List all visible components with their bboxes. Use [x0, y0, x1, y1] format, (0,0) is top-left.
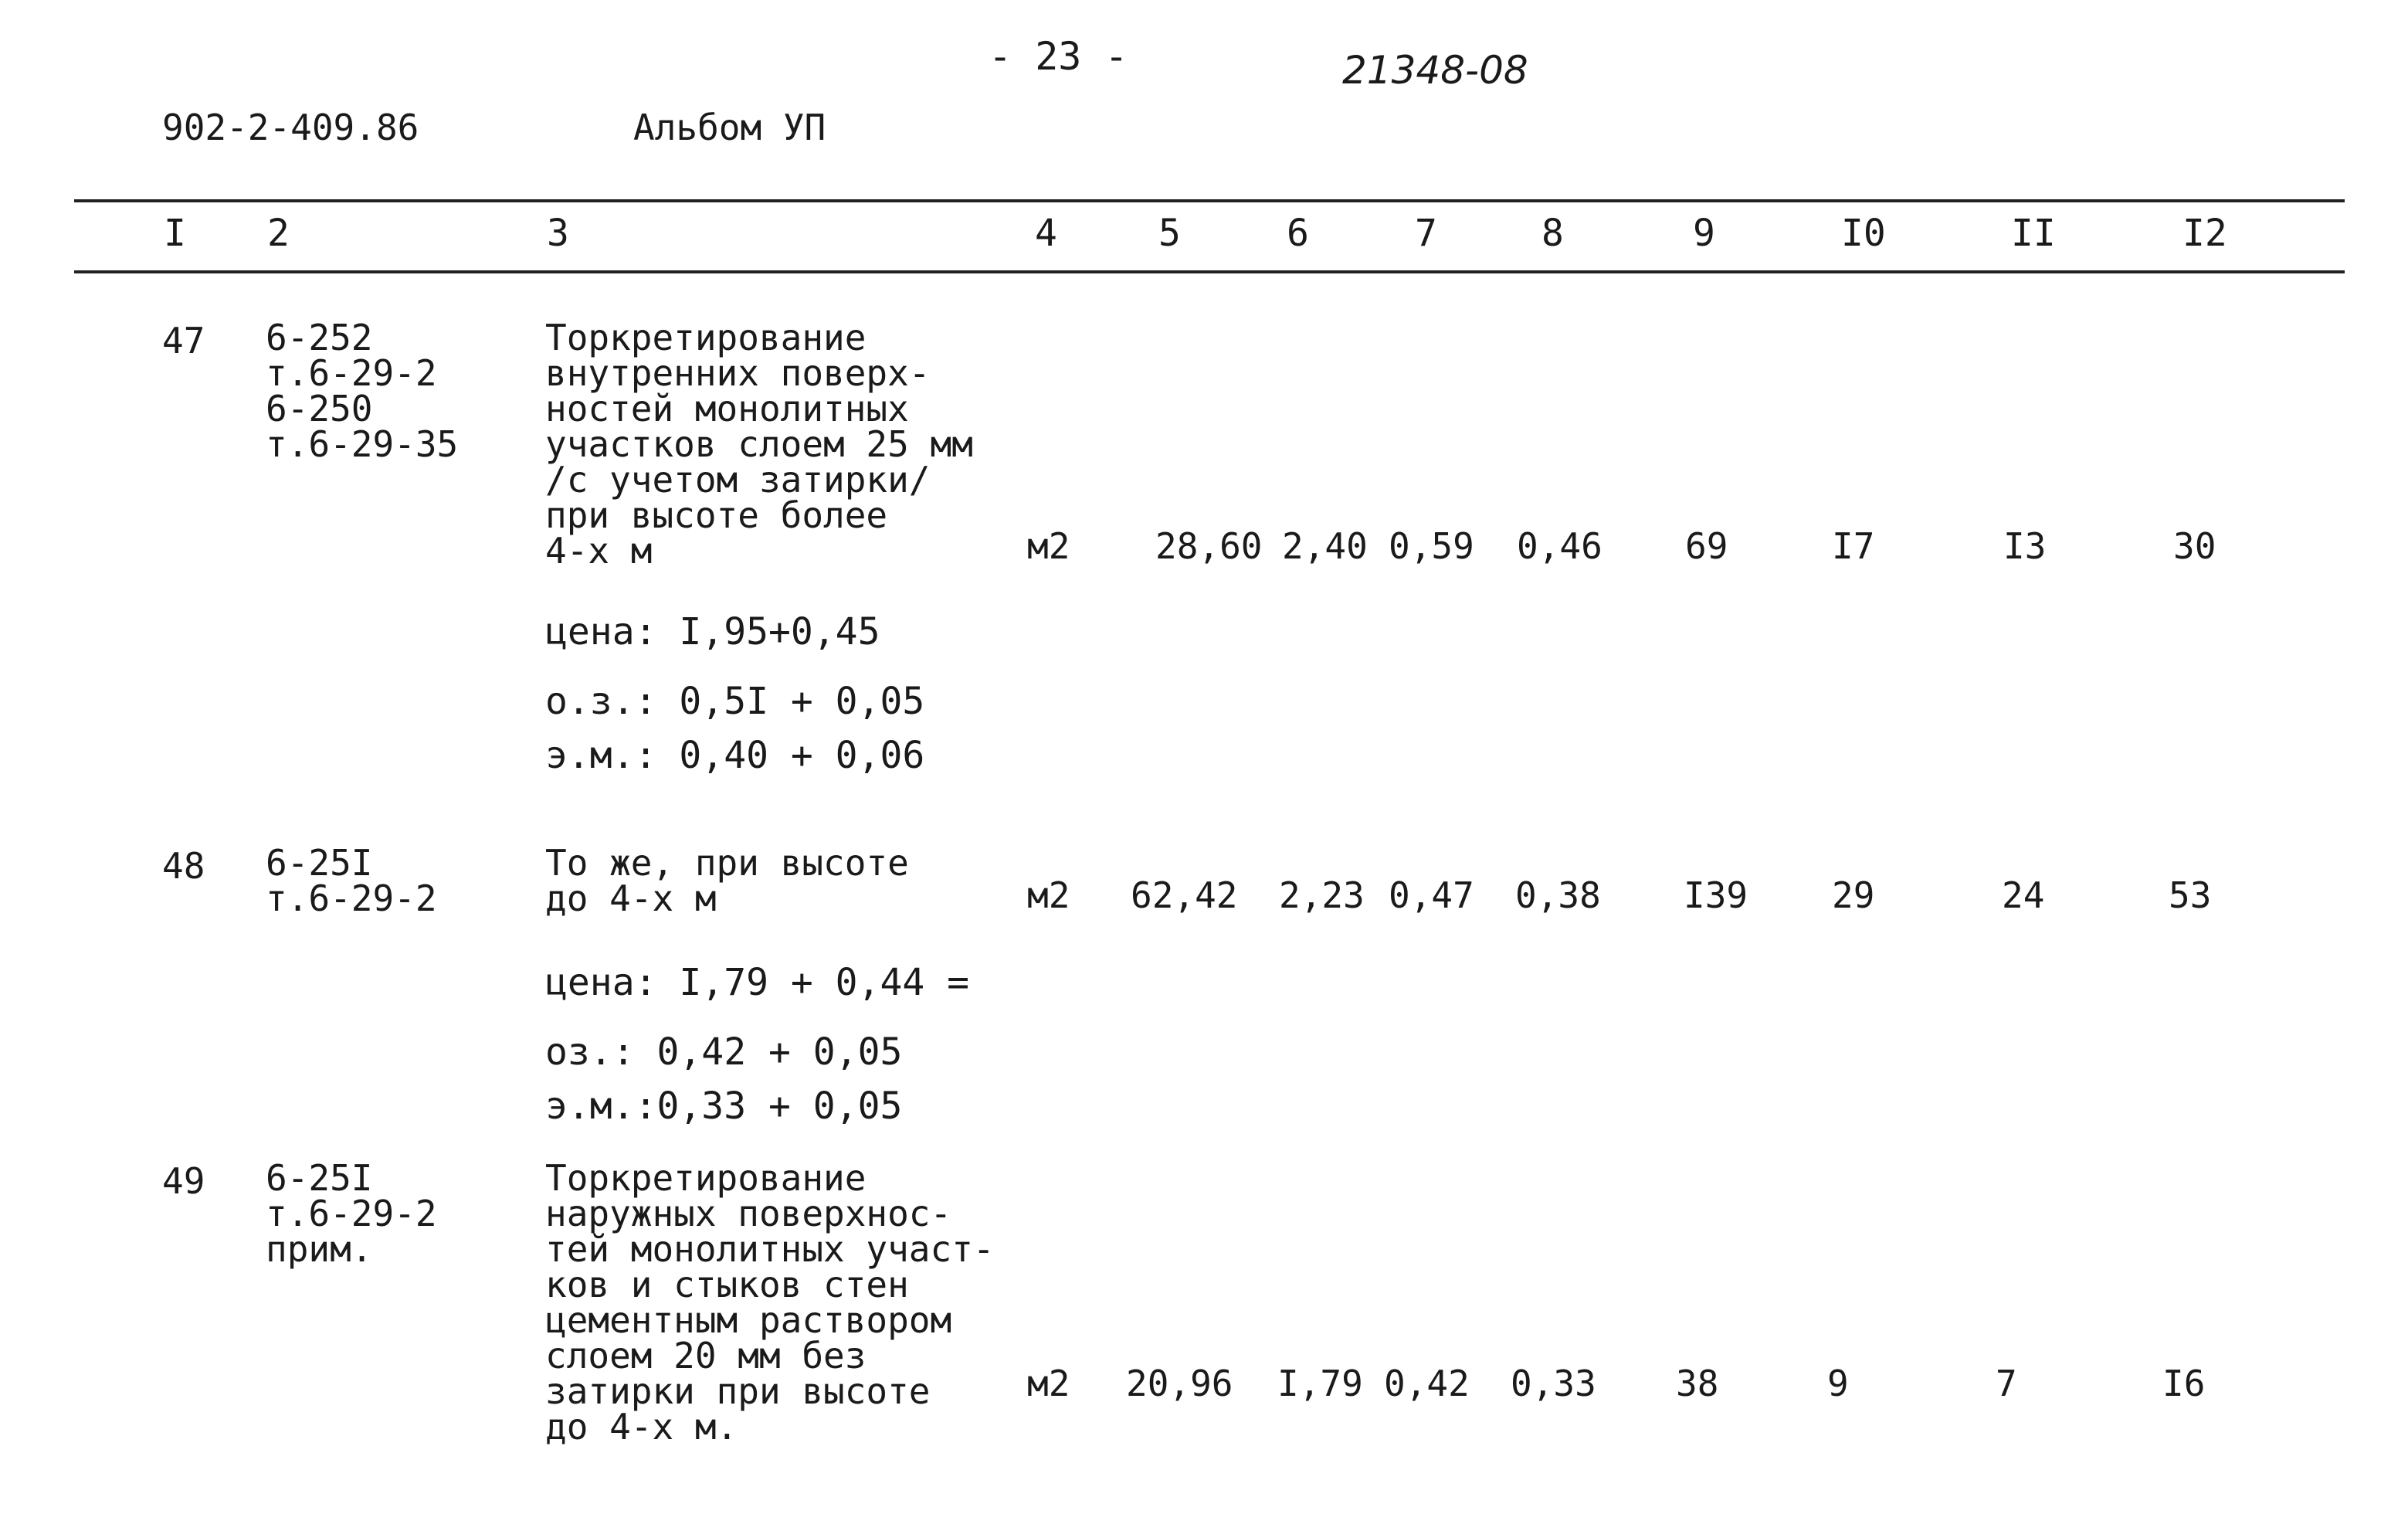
norm-code: 6-25I т.6-29-2 прим.: [266, 1157, 437, 1270]
total-other: 53: [2169, 874, 2212, 916]
row-number: 49: [162, 1160, 205, 1202]
total-cost: 38: [1676, 1363, 1719, 1404]
archive-number: 21348-08: [1342, 48, 1528, 93]
total-machine: 7: [1996, 1363, 2017, 1404]
wage-note: оз.: 0,42 + 0,05: [545, 1030, 903, 1074]
norm-code: 6-25I т.6-29-2: [266, 842, 437, 919]
machine-cost: 0,33: [1511, 1363, 1596, 1404]
unit-cost: 2,23: [1279, 874, 1365, 916]
unit-cost: 2,40: [1282, 525, 1368, 567]
unit: м2: [1027, 874, 1070, 916]
quantity: 20,96: [1126, 1363, 1233, 1404]
column-header-4: 4: [1035, 212, 1057, 255]
column-header-2: 2: [267, 212, 290, 255]
album-label: Альбом УП: [633, 107, 826, 148]
total-cost: I39: [1684, 874, 1748, 916]
total-machine: I3: [2003, 525, 2047, 567]
price-note: цена: I,79 + 0,44 =: [545, 961, 970, 1004]
document-code: 902-2-409.86: [162, 107, 419, 148]
machine-cost: 0,38: [1515, 874, 1601, 916]
total-machine: 24: [2002, 874, 2045, 916]
total-other: I6: [2162, 1363, 2206, 1404]
wage-cost: 0,42: [1384, 1363, 1470, 1404]
wage-cost: 0,47: [1389, 874, 1474, 916]
work-description: Торкретирование наружных поверхнос- тей монолитных участ- ков и стыков стен цементным раствором слоем 20 мм без затирки при высоте до 4-х м.: [545, 1157, 995, 1448]
unit: м2: [1027, 1363, 1070, 1404]
column-header-6: 6: [1287, 212, 1309, 255]
column-header-12: I2: [2182, 212, 2227, 255]
wage-note: о.з.: 0,5I + 0,05: [545, 680, 925, 723]
price-note: цена: I,95+0,45: [545, 610, 880, 653]
row-number: 47: [162, 320, 205, 362]
quantity: 28,60: [1155, 525, 1263, 567]
column-header-8: 8: [1541, 212, 1564, 255]
column-header-11: II: [2011, 212, 2056, 255]
table-header-rule: [74, 270, 2345, 273]
total-other: 30: [2173, 525, 2216, 567]
norm-code: 6-252 т.6-29-2 6-250 т.6-29-35: [266, 317, 459, 465]
total-cost: 69: [1685, 525, 1728, 567]
work-description: То же, при высоте до 4-х м: [545, 842, 909, 919]
page-number: - 23 -: [989, 34, 1128, 79]
unit: м2: [1027, 525, 1070, 567]
column-header-3: 3: [547, 212, 569, 255]
row-number: 48: [162, 845, 205, 887]
total-wages: I7: [1832, 525, 1875, 567]
unit-cost: I,79: [1277, 1363, 1363, 1404]
table-top-rule: [74, 199, 2345, 202]
column-header-7: 7: [1415, 212, 1437, 255]
total-wages: 29: [1832, 874, 1875, 916]
machine-note: э.м.:0,33 + 0,05: [545, 1085, 903, 1128]
wage-cost: 0,59: [1389, 525, 1474, 567]
column-header-5: 5: [1158, 212, 1181, 255]
machine-note: э.м.: 0,40 + 0,06: [545, 734, 925, 777]
column-header-10: I0: [1841, 212, 1886, 255]
column-header-1: I: [164, 212, 186, 255]
quantity: 62,42: [1131, 874, 1238, 916]
machine-cost: 0,46: [1517, 525, 1603, 567]
column-header-9: 9: [1693, 212, 1715, 255]
work-description: Торкретирование внутренних поверх- ностей монолитных участков слоем 25 мм /с учетом затирки/ при высоте более 4-х м: [545, 317, 973, 572]
total-wages: 9: [1827, 1363, 1849, 1404]
